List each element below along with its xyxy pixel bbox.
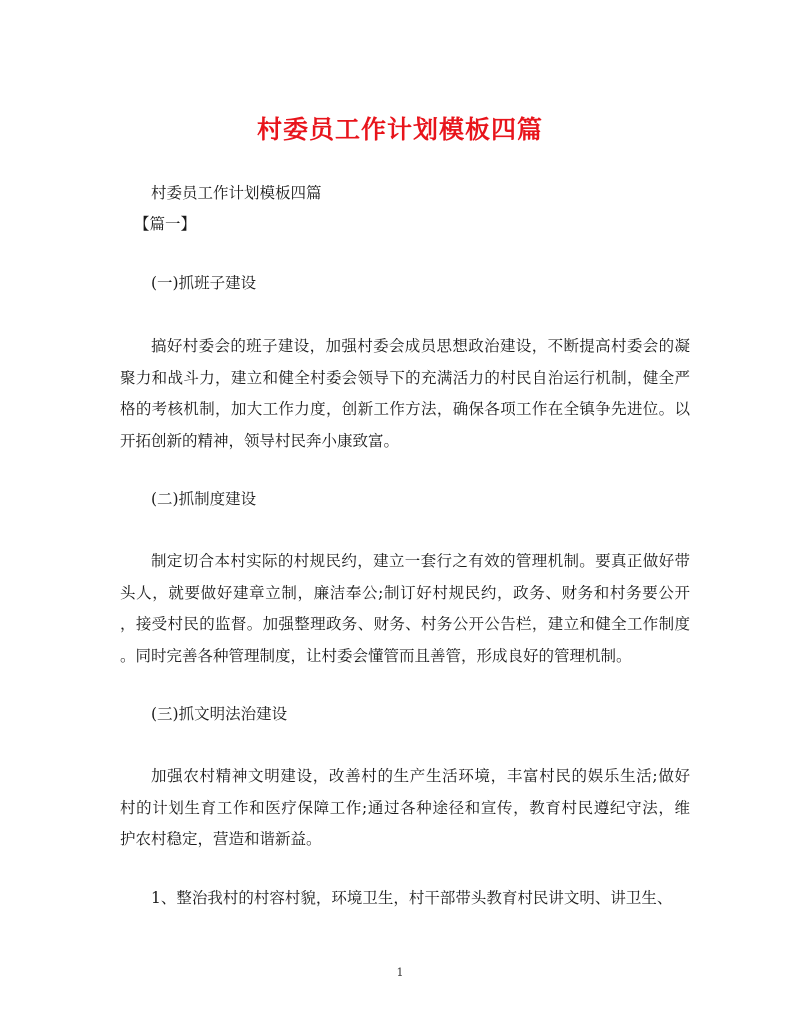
paragraph-line: 制定切合本村实际的村规民约，建立一套行之有效的管理机制。要真正做好带 [151, 552, 690, 570]
paragraph-line: 搞好村委会的班子建设，加强村委会成员思想政治建设，不断提高村委会的凝 [151, 337, 690, 355]
document-subtitle: 村委员工作计划模板四篇 [151, 184, 322, 202]
paragraph-line: 。同时完善各种管理制度，让村委会懂管而且善管，形成良好的管理机制。 [120, 646, 632, 665]
section-heading-1: (一)抓班子建设 [151, 274, 257, 292]
section-paragraph-2 [120, 546, 690, 672]
paragraph-line: 聚力和战斗力，建立和健全村委会领导下的充满活力的村民自治运行机制，健全严 [120, 368, 690, 387]
paragraph-line: 护农村稳定，营造和谐新益。 [120, 830, 322, 848]
paragraph-line: 开拓创新的精神，领导村民奔小康致富。 [120, 431, 400, 450]
section-paragraph-3 [120, 761, 690, 856]
list-item-1: 1、整治我村的村容村貌，环境卫生，村干部带头教育村民讲文明、讲卫生、 [151, 889, 673, 907]
section-heading-3: (三)抓文明法治建设 [151, 705, 288, 723]
section-paragraph-1 [120, 331, 690, 457]
paragraph-line: 村的计划生育工作和医疗保障工作;通过各种途径和宣传，教育村民遵纪守法，维 [120, 798, 690, 817]
paragraph-line: 加强农村精神文明建设，改善村的生产生活环境，丰富村民的娱乐生活;做好 [151, 767, 690, 785]
paragraph-line: 格的考核机制，加大工作力度，创新工作方法，确保各项工作在全镇争先进位。以 [120, 400, 690, 418]
paragraph-line: 头人，就要做好建章立制，廉洁奉公;制订好村规民约，政务、财务和村务要公开 [120, 583, 690, 602]
page-number: 1 [396, 966, 404, 979]
paragraph-line: ，接受村民的监督。加强整理政务、财务、村务公开公告栏，建立和健全工作制度 [120, 615, 690, 633]
document-title: 村委员工作计划模板四篇 [256, 115, 543, 144]
section-marker: 【篇一】 [134, 215, 197, 233]
section-heading-2: (二)抓制度建设 [151, 490, 257, 508]
